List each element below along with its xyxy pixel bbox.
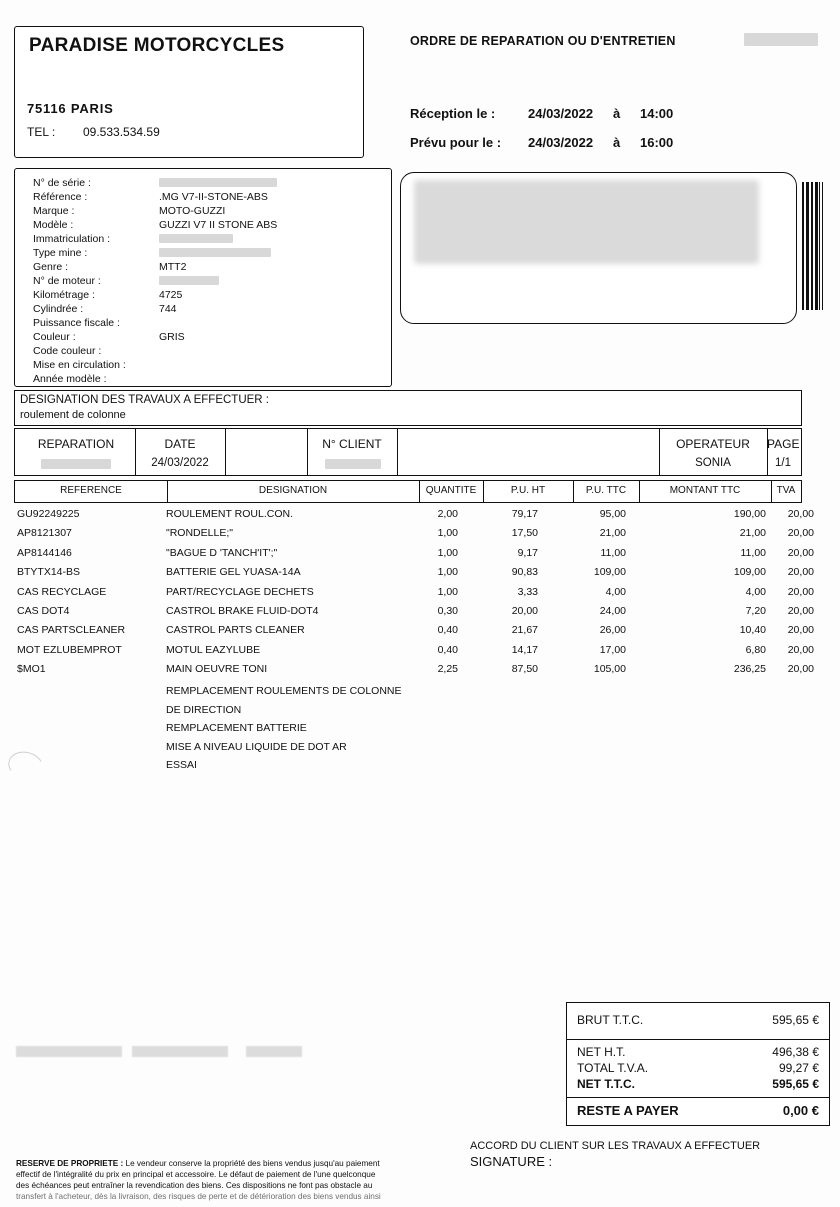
cell-quantite: 0,30 (437, 605, 458, 617)
cell-reference: AP8144146 (17, 546, 72, 559)
cell-designation: BATTERIE GEL YUASA-14A (166, 566, 301, 579)
work-extra-line: REMPLACEMENT ROULEMENTS DE COLONNE (166, 685, 402, 697)
vehicle-field-label: N° de moteur : (33, 275, 101, 287)
cell-tva: 20,00 (787, 643, 814, 656)
scan-artifact (5, 747, 48, 785)
cell-reference: $MO1 (17, 663, 46, 676)
cell-pu-ht: 21,67 (511, 624, 538, 637)
work-description-title: DESIGNATION DES TRAVAUX A EFFECTUER : (20, 394, 269, 406)
work-extra-line: MISE A NIVEAU LIQUIDE DE DOT AR (166, 740, 347, 753)
vehicle-field-label: Cylindrée : (33, 303, 84, 315)
cell-designation: CASTROL BRAKE FLUID-DOT4 (166, 605, 319, 617)
cell-pu-ttc: 4,00 (605, 585, 626, 598)
cell-pu-ttc: 105,00 (593, 663, 626, 676)
work-extra-line: DE DIRECTION (166, 703, 242, 716)
cell-pu-ht: 9,17 (517, 546, 538, 559)
table-row (14, 527, 814, 546)
prevu-date: 24/03/2022 (528, 135, 594, 150)
column-header-pu-ttc: P.U. TTC (585, 485, 627, 496)
cell-montant-ttc: 10,40 (739, 624, 766, 637)
reception-time: 14:00 (640, 106, 674, 121)
cell-pu-ht: 14,17 (511, 643, 538, 656)
reception-date: 24/03/2022 (528, 106, 594, 121)
document-title: ORDRE DE REPARATION OU D'ENTRETIEN (410, 34, 676, 48)
work-extra-line: ESSAI (166, 759, 197, 771)
cell-tva: 20,00 (787, 585, 814, 598)
vehicle-field-label: Puissance fiscale : (33, 317, 120, 329)
client-number-label: N° CLIENT (322, 437, 382, 451)
column-header-reference: REFERENCE (60, 485, 122, 496)
footer-redacted-field-1 (16, 1046, 122, 1057)
legal-line-4: transfert à l'acheteur, dès la livraison, des risques de perte et de détérioration des biens vendus ainsi (16, 1192, 381, 1201)
cell-pu-ht: 79,17 (511, 508, 538, 520)
cell-pu-ttc: 26,00 (599, 624, 626, 637)
vehicle-field-label: Marque : (33, 205, 75, 217)
cell-tva: 20,00 (787, 508, 814, 520)
vehicle-field-redacted (159, 248, 271, 257)
vehicle-field-label: Code couleur : (33, 345, 102, 357)
cell-pu-ht: 17,50 (511, 527, 538, 540)
cell-designation: "BAGUE D 'TANCH'IT';" (166, 546, 278, 559)
page-label: PAGE (767, 437, 800, 451)
vehicle-field-value: MTT2 (159, 261, 187, 273)
table-row (14, 605, 814, 624)
net-ht-label: NET H.T. (577, 1045, 626, 1059)
client-number-redacted (325, 459, 381, 469)
cell-montant-ttc: 4,00 (745, 585, 766, 598)
footer-redacted-field-2 (132, 1046, 228, 1057)
total-tva-label: TOTAL T.V.A. (577, 1061, 649, 1075)
cell-tva: 20,00 (787, 546, 814, 559)
company-tel-value: 09.533.534.59 (83, 125, 160, 139)
cell-reference: MOT EZLUBEMPROT (17, 643, 122, 656)
table-row (14, 643, 814, 663)
work-description-text: roulement de colonne (20, 409, 126, 421)
cell-tva: 20,00 (787, 624, 814, 637)
repair-date-label: DATE (164, 437, 196, 451)
vehicle-field-redacted (159, 234, 233, 243)
reception-at-label: à (613, 106, 621, 121)
column-header-pu-ht: P.U. HT (510, 485, 546, 496)
cell-montant-ttc: 11,00 (740, 546, 766, 559)
cell-reference: GU92249225 (17, 508, 80, 520)
items-table-header (14, 480, 802, 503)
cell-pu-ht: 90,83 (511, 566, 538, 579)
column-header-montant-ttc: MONTANT TTC (669, 485, 741, 496)
cell-tva: 20,00 (787, 663, 814, 676)
signature-label: SIGNATURE : (470, 1154, 553, 1169)
company-name: PARADISE MOTORCYCLES (29, 35, 285, 56)
vehicle-field-label: Mise en circulation : (33, 359, 126, 371)
header-redacted-field (744, 33, 818, 46)
cell-tva: 20,00 (787, 566, 814, 579)
cell-pu-ttc: 11,00 (600, 546, 626, 559)
company-tel-label: TEL : (27, 125, 56, 139)
cell-designation: ROULEMENT ROUL.CON. (166, 508, 293, 520)
cell-quantite: 1,00 (437, 566, 458, 579)
vehicle-field-label: Type mine : (33, 247, 88, 259)
cell-pu-ttc: 109,00 (593, 566, 626, 579)
cell-quantite: 1,00 (437, 527, 458, 540)
cell-quantite: 0,40 (437, 624, 458, 637)
table-row (14, 546, 814, 566)
vehicle-field-label: Modèle : (33, 219, 74, 231)
cell-pu-ttc: 24,00 (599, 605, 626, 617)
cell-pu-ht: 3,33 (517, 585, 538, 598)
vehicle-field-value: .MG V7-II-STONE-ABS (159, 191, 268, 203)
vehicle-field-value: MOTO-GUZZI (159, 205, 226, 217)
cell-quantite: 1,00 (437, 546, 458, 559)
vehicle-field-label: Couleur : (33, 331, 76, 343)
column-header-quantite: QUANTITE (425, 485, 477, 496)
prevu-at-label: à (613, 135, 621, 150)
reception-label: Réception le : (410, 106, 496, 121)
cell-pu-ht: 20,00 (511, 605, 538, 617)
cell-pu-ttc: 21,00 (599, 527, 626, 540)
vehicle-field-label: N° de série : (33, 177, 91, 189)
cell-pu-ht: 87,50 (511, 663, 538, 676)
vehicle-field-value: GUZZI V7 II STONE ABS (159, 219, 278, 231)
cell-reference: CAS PARTSCLEANER (17, 624, 126, 637)
legal-line-3: des échéances peut entraîner la revendication des biens. Ces dispositions ne font pas obstacle au (16, 1181, 373, 1190)
table-row (14, 663, 814, 682)
barcode (802, 182, 824, 310)
company-info-box (14, 26, 364, 158)
table-row (14, 508, 814, 527)
cell-reference: AP8121307 (17, 527, 72, 540)
vehicle-field-label: Référence : (33, 191, 88, 203)
cell-designation: CASTROL PARTS CLEANER (166, 624, 305, 637)
table-row (14, 566, 814, 585)
legal-notice (16, 1158, 446, 1202)
totals-box (566, 1002, 830, 1126)
cell-designation: MOTUL EAZYLUBE (166, 643, 261, 656)
footer-redacted-field-3 (246, 1046, 302, 1057)
cell-tva: 20,00 (787, 605, 814, 617)
vehicle-field-value: 4725 (159, 289, 183, 301)
total-tva-value: 99,27 € (778, 1061, 819, 1075)
vehicle-info-box (14, 168, 392, 387)
table-row (14, 624, 814, 643)
cell-reference: CAS DOT4 (17, 605, 70, 617)
cell-designation: PART/RECYCLAGE DECHETS (166, 585, 314, 598)
client-agreement-text: ACCORD DU CLIENT SUR LES TRAVAUX A EFFECTUER (470, 1140, 761, 1152)
cell-montant-ttc: 109,00 (733, 566, 766, 579)
cell-quantite: 1,00 (437, 585, 458, 598)
prevu-time: 16:00 (640, 135, 674, 150)
cell-quantite: 2,25 (437, 663, 458, 676)
brut-ttc-label: BRUT T.T.C. (577, 1013, 644, 1027)
column-header-tva: TVA (776, 485, 796, 496)
cell-montant-ttc: 190,00 (733, 508, 766, 520)
repair-number-label: REPARATION (37, 437, 115, 451)
net-ttc-label: NET T.T.C. (577, 1077, 636, 1091)
operator-label: OPERATEUR (676, 437, 750, 451)
legal-line-1: Le vendeur conserve la propriété des biens vendus jusqu'au paiement (125, 1159, 380, 1168)
brut-ttc-value: 595,65 € (772, 1013, 819, 1027)
reste-a-payer-label: RESTE A PAYER (577, 1103, 679, 1118)
cell-quantite: 2,00 (437, 508, 458, 520)
cell-quantite: 0,40 (437, 643, 458, 656)
cell-reference: BTYTX14-BS (17, 566, 81, 579)
cell-montant-ttc: 236,25 (733, 663, 766, 676)
legal-title: RESERVE DE PROPRIETE : (16, 1159, 124, 1168)
cell-tva: 20,00 (787, 527, 814, 540)
column-header-designation: DESIGNATION (258, 485, 328, 496)
net-ttc-value: 595,65 € (772, 1077, 819, 1091)
company-city: 75116 PARIS (27, 101, 114, 116)
vehicle-field-label: Année modèle : (33, 373, 107, 385)
vehicle-field-label: Kilométrage : (33, 289, 95, 301)
cell-montant-ttc: 7,20 (745, 605, 766, 617)
vehicle-field-label: Genre : (33, 261, 69, 273)
cell-pu-ttc: 95,00 (599, 508, 626, 520)
vehicle-photo-redacted (414, 180, 759, 264)
page-value: 1/1 (775, 457, 791, 469)
vehicle-field-redacted (159, 178, 277, 187)
legal-line-2: effectif de l'intégralité du prix en principal et accessoire. Le défaut de paiement de l'une quelconque (16, 1170, 376, 1179)
cell-montant-ttc: 21,00 (739, 527, 766, 540)
prevu-label: Prévu pour le : (410, 135, 502, 150)
vehicle-field-redacted (159, 276, 219, 285)
repair-number-redacted (41, 459, 111, 469)
operator-value: SONIA (695, 457, 731, 469)
table-row (14, 585, 814, 605)
net-ht-value: 496,38 € (772, 1045, 819, 1059)
cell-designation: MAIN OEUVRE TONI (166, 663, 268, 676)
repair-date-value: 24/03/2022 (151, 457, 209, 469)
work-extra-line: REMPLACEMENT BATTERIE (166, 722, 307, 734)
repair-header-strip (14, 428, 802, 476)
vehicle-field-label: Immatriculation : (33, 233, 111, 245)
cell-pu-ttc: 17,00 (599, 643, 626, 656)
vehicle-field-value: GRIS (159, 331, 185, 343)
cell-designation: "RONDELLE;" (166, 527, 233, 540)
reste-a-payer-value: 0,00 € (782, 1103, 819, 1118)
vehicle-field-value: 744 (159, 303, 177, 315)
cell-montant-ttc: 6,80 (745, 643, 766, 656)
cell-reference: CAS RECYCLAGE (17, 585, 107, 598)
